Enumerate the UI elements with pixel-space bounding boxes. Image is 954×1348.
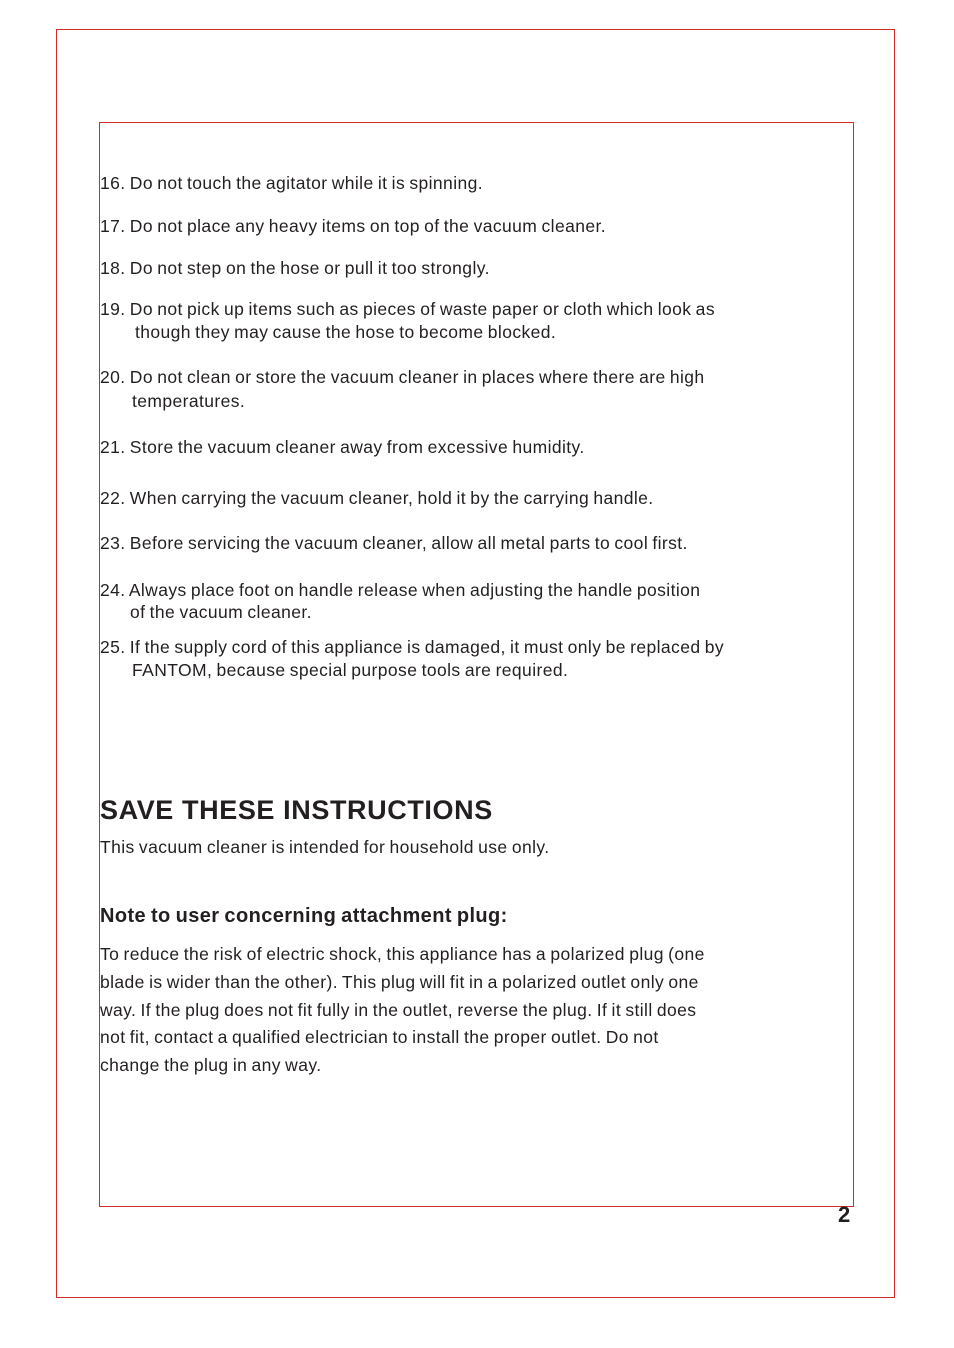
instruction-16 <box>100 172 483 195</box>
paragraph-line: blade is wider than the other). This plug will fit in a polarized outlet only one <box>100 971 699 992</box>
household-use-statement: This vacuum cleaner is intended for household use only. <box>100 837 550 857</box>
instruction-17 <box>100 215 606 238</box>
instruction-22-text: 22. When carrying the vacuum cleaner, hold it by the carrying handle. <box>100 488 654 508</box>
instruction-23-text: 23. Before servicing the vacuum cleaner, allow all metal parts to cool first. <box>100 533 688 553</box>
instruction-17-text: 17. Do not place any heavy items on top of the vacuum cleaner. <box>100 216 607 236</box>
page-number: 2 <box>838 1202 851 1227</box>
paragraph-line: change the plug in any way. <box>100 1055 322 1076</box>
instruction-25 <box>100 636 724 681</box>
instruction-25-continuation: FANTOM, because special purpose tools are required. <box>132 660 569 680</box>
instruction-25-text: 25. If the supply cord of this appliance is damaged, it must only be replaced by <box>100 637 725 657</box>
instruction-24-continuation: of the vacuum cleaner. <box>130 602 312 622</box>
instruction-21 <box>100 436 585 459</box>
instruction-19-continuation: though they may cause the hose to become blocked. <box>135 322 557 342</box>
instruction-22 <box>100 487 654 510</box>
instruction-19 <box>100 298 715 344</box>
instruction-21-text: 21. Store the vacuum cleaner away from excessive humidity. <box>100 437 585 457</box>
instruction-16-text: 16. Do not touch the agitator while it is spinning. <box>100 173 484 193</box>
instruction-20 <box>100 366 705 414</box>
attachment-plug-paragraph <box>100 941 820 1080</box>
instruction-24 <box>100 579 700 623</box>
instruction-18 <box>100 257 490 280</box>
paragraph-line: not fit, contact a qualified electrician to install the proper outlet. Do not <box>100 1027 659 1048</box>
instruction-19-text: 19. Do not pick up items such as pieces of waste paper or cloth which look as <box>100 299 715 319</box>
instruction-20-text: 20. Do not clean or store the vacuum cleaner in places where there are high <box>100 367 705 387</box>
instruction-23 <box>100 532 688 555</box>
instruction-20-continuation: temperatures. <box>132 391 246 411</box>
save-instructions-heading: SAVE THESE INSTRUCTIONS <box>100 795 493 825</box>
instruction-18-text: 18. Do not step on the hose or pull it too strongly. <box>100 258 490 278</box>
paragraph-line: To reduce the risk of electric shock, this appliance has a polarized plug (one <box>100 944 705 964</box>
attachment-plug-heading: Note to user concerning attachment plug: <box>100 905 508 927</box>
instruction-24-text: 24. Always place foot on handle release when adjusting the handle position <box>100 580 701 600</box>
paragraph-line: way. If the plug does not fit fully in the outlet, reverse the plug. If it still does <box>100 999 697 1020</box>
